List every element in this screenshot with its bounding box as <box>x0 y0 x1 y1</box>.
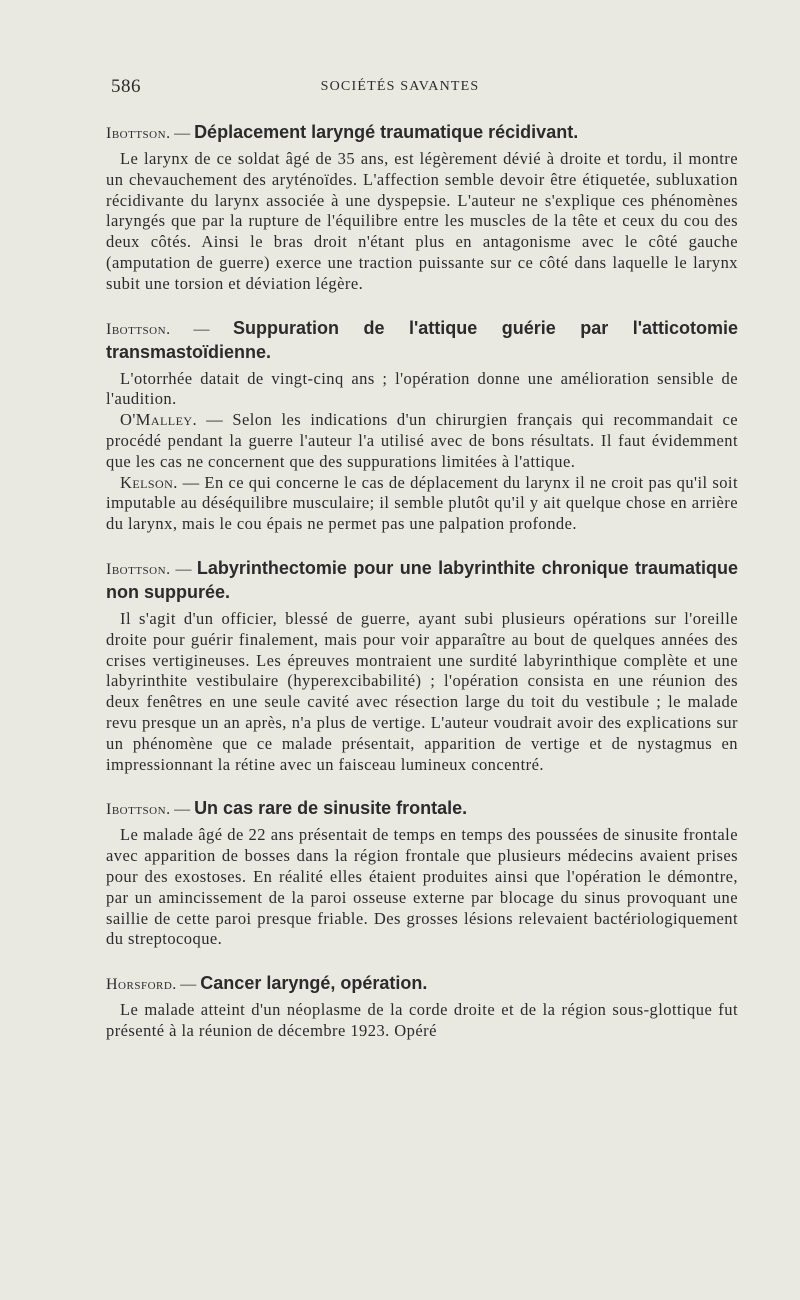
entry-author: Ibottson <box>106 560 167 578</box>
entry-title: Un cas rare de sinusite frontale. <box>194 798 468 819</box>
entry-paragraph <box>106 410 738 472</box>
entry-separator: . — <box>166 125 195 142</box>
discussant-name: Kelson <box>120 472 174 492</box>
entry-author: Ibottson <box>106 801 167 819</box>
entry-separator: . — <box>172 976 201 994</box>
article-body <box>106 121 738 1064</box>
entry <box>106 972 738 1042</box>
entry-paragraph <box>106 473 738 535</box>
paragraph-text: . — En ce qui concerne le cas de déplacement du larynx il ne croit pas qu'il soit imputable au déséquilibre musculaire; il semble plutôt qu'il y ait quelque chose en arrière du larynx, mais le cou épais ne permet pas une palpation profonde. <box>106 472 738 534</box>
entry-author: Ibottson <box>106 125 167 142</box>
entry-separator: . — <box>166 320 234 338</box>
paragraph-text: Il s'agit d'un officier, blessé de guerre, ayant subi plusieurs opérations sur l'oreille droite pour guérir finalement, mais pour voir apparaître au bout de quelques années des crises vertigineuses. Les épreuves montraient une surdité labyrinthique complète et une labyrinthite vestibulaire (hyperexcibabilité) ; l'opération consista en une réunion des deux fenêtres en une seule cavité avec résection large du toit du vestibule ; le malade revu presque un an après, n'a plus de vertige. L'auteur voudrait avoir des explications sur un phénomène que ce malade présentait, apparition de vertige et de nystagmus en impressionnant la rétine avec un faisceau lumineux concentré. <box>106 608 738 774</box>
entry-title: Labyrinthectomie pour une labyrinthite chronique traumatique non suppurée. <box>106 557 739 602</box>
entry-heading <box>106 797 738 821</box>
paragraph-text: Le malade âgé de 22 ans présentait de temps en temps des poussées de sinusite frontale avec apparition de bosses dans la région frontale que plusieurs médecins avaient prises pour des exostoses. En réalité elles étaient produites ainsi que l'opération le démontre, par un amincissement de la paroi osseuse externe par blocage du sinus provoquant une saillie de cette paroi presque friable. Des grosses lésions relevaient bactériologiquement du streptocoque. <box>106 825 738 949</box>
paragraph-text: . — Selon les indications d'un chirurgien français qui recommandait ce procédé pendant la guerre l'auteur l'a utilisé avec de bons résultats. Il faut évidemment que les cas ne concernent que des suppurations limitées à l'attique. <box>106 410 738 471</box>
discussant-name: O'Malley <box>120 410 193 430</box>
entry-heading <box>106 121 738 145</box>
paragraph-text: Le larynx de ce soldat âgé de 35 ans, est légèrement dévié à droite et tordu, il montre un chevauchement des aryténoïdes. L'affection semble devoir être étiquetée, subluxation récidivante du larynx associée à une dyspepsie. L'auteur ne s'explique ces phénomènes laryngés que par la rupture de l'équilibre entre les muscles de la tête et ceux du cou des deux côtés. Ainsi le bras droit n'étant plus en antagonisme avec le côté gauche (amputation de guerre) exerce une traction puissante sur ce côté dans laquelle le larynx subit une torsion et déviation légère. <box>106 149 738 293</box>
page-header <box>0 76 800 100</box>
entry-title: Cancer laryngé, opération. <box>200 973 428 994</box>
entry-author: Horsford <box>106 976 173 994</box>
entry-author: Ibottson <box>106 320 167 338</box>
entry <box>106 797 738 950</box>
entry-title: Suppuration de l'attique guérie par l'atticotomie transmastoïdienne. <box>106 317 738 362</box>
entry-separator: . — <box>166 801 195 819</box>
entry-paragraph <box>106 149 738 295</box>
entry-paragraph <box>106 825 738 950</box>
entry-heading <box>106 972 738 996</box>
entry-heading <box>106 317 738 365</box>
entry-title: Déplacement laryngé traumatique récidivant. <box>194 122 579 142</box>
entry <box>106 121 738 295</box>
entry-paragraph <box>106 1000 738 1042</box>
page-number: 586 <box>111 76 141 97</box>
entry <box>106 317 738 535</box>
paragraph-text: Le malade atteint d'un néoplasme de la corde droite et de la région sous-glottique fut présenté à la réunion de décembre 1923. Opéré <box>106 1000 738 1040</box>
entry-heading <box>106 557 738 605</box>
paragraph-text: L'otorrhée datait de vingt-cinq ans ; l'opération donne une amélioration sensible de l'audition. <box>106 368 738 409</box>
entry <box>106 557 738 775</box>
entry-paragraph <box>106 609 738 775</box>
entry-paragraph <box>106 369 738 411</box>
entry-separator: . — <box>166 560 197 578</box>
running-title: SOCIÉTÉS SAVANTES <box>320 79 480 94</box>
